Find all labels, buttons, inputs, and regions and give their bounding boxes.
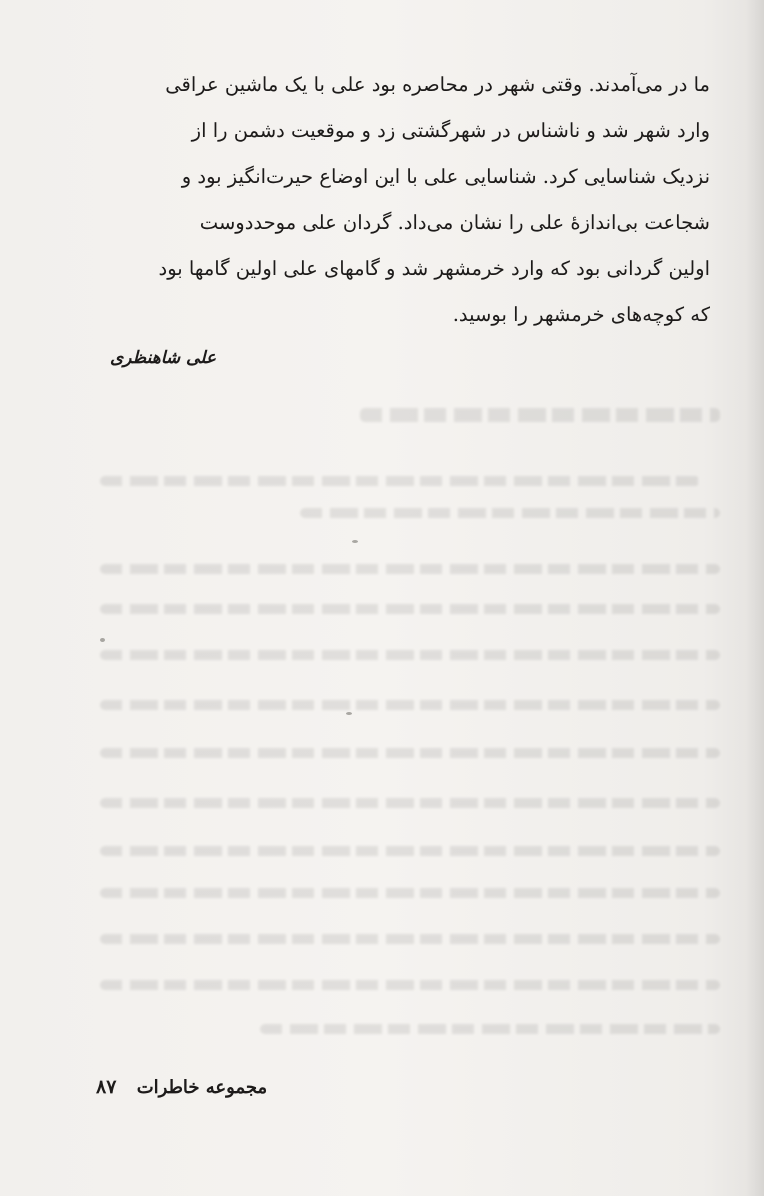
show-through-texture xyxy=(100,388,720,1048)
paragraph-line: ما در می‌آمدند. وقتی شهر در محاصره بود علی با یک ماشین عراقی xyxy=(165,73,710,96)
page-footer xyxy=(96,1076,267,1098)
page-edge-shadow xyxy=(746,0,764,1196)
paragraph-line: نزدیک شناسایی کرد. شناسایی علی با این اوضاع حیرت‌انگیز بود و xyxy=(181,165,710,188)
paper-speck xyxy=(352,540,358,543)
paragraph-line: شجاعت بی‌اندازهٔ علی را نشان می‌داد. گردان علی موحددوست xyxy=(199,211,710,234)
author-signature: علی شاهنظری xyxy=(109,348,216,368)
running-title: مجموعه خاطرات xyxy=(136,1077,268,1098)
memoir-paragraph xyxy=(98,62,710,338)
paragraph-line: که کوچه‌های خرمشهر را بوسید. xyxy=(452,303,710,326)
paragraph-line: اولین گردانی بود که وارد خرمشهر شد و گامهای علی اولین گامها بود xyxy=(158,257,710,280)
paper-speck xyxy=(100,638,105,642)
page-number: ۸۷ xyxy=(96,1076,117,1098)
paper-speck xyxy=(346,712,352,715)
paragraph-line: وارد شهر شد و ناشناس در شهرگشتی زد و موقعیت دشمن را از xyxy=(191,119,710,142)
